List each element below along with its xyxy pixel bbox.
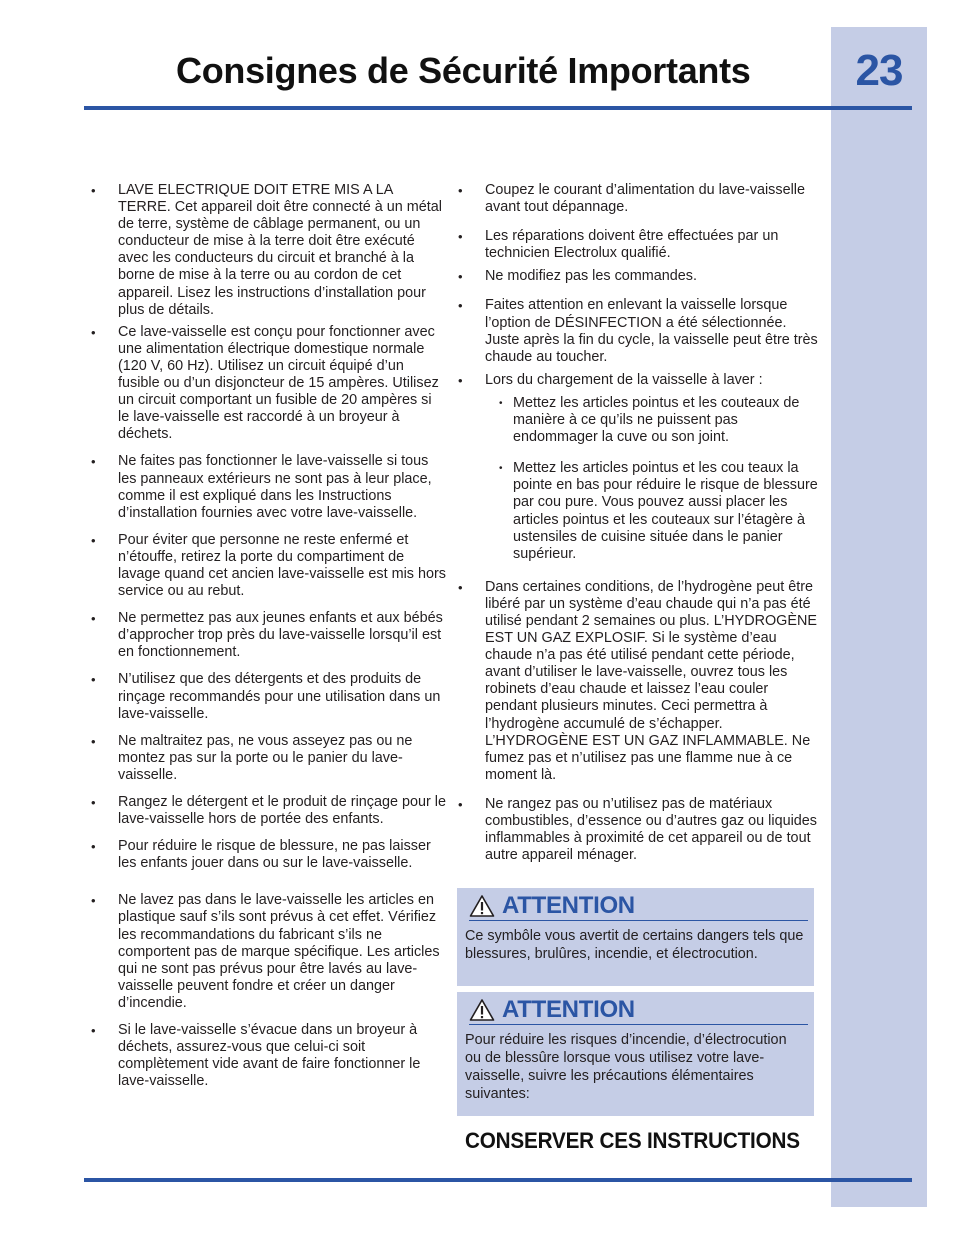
list-item [455,182,821,216]
warning-triangle-icon [469,998,495,1022]
list-item [455,297,821,365]
conserve-instructions-heading: CONSERVER CES INSTRUCTIONS [465,1128,800,1153]
right-column [455,182,821,864]
list-item [88,453,446,521]
list-item [88,324,446,444]
bullet: • [91,733,96,749]
page-title: Consignes de Sécurité Importants [176,50,751,91]
list-item-text: Ne lavez pas dans le lave-vaisselle les articles en plastique sauf s’ils sont prévus à cet effet. Vérifiez les recommandations du fabricant s’ils ne comportent pas de marque spécifique. Les articles qui ne sont pas prévus pour être lavés au lave-vaisselle peuvent fondre et créer un danger d’incendie. [118,892,440,1011]
safety-list-left [88,182,446,1090]
attention-heading [469,888,808,921]
attention-box [457,888,814,986]
warning-triangle-icon [469,894,495,918]
header-rule [84,106,912,110]
list-item-text: Les réparations doivent être effectuées par un technicien Electrolux qualifié. [485,228,779,262]
sub-list-item [499,395,821,446]
page-side-tab [831,27,927,1207]
attention-heading [469,992,808,1025]
bullet: • [499,463,503,475]
bullet: • [91,1023,96,1039]
list-item-text: Si le lave-vaisselle s’évacue dans un broyeur à déchets, assurez-vous que celui-ci soit complètement vide avant de faire fonctionner le lave-vaisselle. [118,1022,421,1090]
list-item-text: Ce lave-vaisselle est conçu pour fonctionner avec une alimentation électrique domestique normale (120 V, 60 Hz). Utilisez un circuit équipé d’un fusible ou d’un disjoncteur de 15 ampères. Utilisez un circuit comportant un fusible de 20 ampères si le lave-vaisselle est raccordé à un broyeur à déchets. [118,323,439,443]
list-item [455,268,821,285]
list-item-text: N’utilisez que des détergents et des produits de rinçage recommandés pour une utilisation dans un lave-vaisselle. [118,671,441,722]
list-item [88,1022,446,1090]
attention-box [457,992,814,1116]
list-item [88,892,446,1012]
list-item-text: Ne modifiez pas les commandes. [485,268,697,285]
bullet: • [91,611,96,627]
bullet: • [458,796,463,812]
bullet: • [91,839,96,855]
bullet: • [91,672,96,688]
list-item [455,796,821,864]
list-item [88,532,446,600]
list-item-text: Coupez le courant d’alimentation du lave-vaisselle avant tout dépannage. [485,182,805,216]
attention-label: ATTENTION [502,892,635,919]
list-item [455,228,821,262]
list-item [88,610,446,661]
list-item [88,733,446,784]
list-item-text: Pour réduire le risque de blessure, ne pas laisser les enfants jouer dans ou sur le lave-vaisselle. [118,838,431,872]
list-item-text: Ne faites pas fonctionner le lave-vaisselle si tous les panneaux extérieurs ne sont pas à leur place, comme il est expliqué dans les Instructions d’installation fournies avec votre lave-vaisselle. [118,453,432,521]
list-item [455,579,821,784]
list-item [455,372,821,563]
bullet: • [458,298,463,314]
bullet: • [458,229,463,245]
bullet: • [458,372,463,388]
attention-text: Pour réduire les risques d’incendie, d’électrocution ou de blessûre lorsque vous utilisez votre lave-vaisselle, suivre les précautions élémentaires suivantes: [465,1032,787,1102]
list-item-text: Ne rangez pas ou n’utilisez pas de matériaux combustibles, d’essence ou d’autres gaz ou liquides inflammables à proximité de cet appareil ou de tout autre appareil ménager. [485,795,817,864]
list-item-text: Ne maltraitez pas, ne vous asseyez pas ou ne montez pas sur la porte ou le panier du lave-vaisselle. [118,732,413,783]
sub-list-item-text: Mettez les articles pointus et les couteaux de manière à ce qu’ils ne puissent pas endommager la cuve ou son joint. [513,394,800,446]
sub-list-item [499,460,821,563]
bullet: • [91,893,96,909]
list-item [88,794,446,828]
left-column [88,182,446,1090]
bullet: • [499,397,503,409]
list-item-text: Pour éviter que personne ne reste enfermé et n’étouffe, retirez la porte du compartiment de lavage quand cet ancien lave-vaisselle est mis hors service ou au rebut. [118,531,446,600]
bullet: • [458,269,463,285]
list-item-text: Rangez le détergent et le produit de rinçage pour le lave-vaisselle hors de portée des enfants. [118,794,447,828]
bullet: • [91,183,96,198]
list-item [88,182,446,319]
sub-list-item-text: Mettez les articles pointus et les cou teaux la pointe en bas pour réduire le risque de blessure par cou pure. Vous pouvez aussi placer les articles pointus et les couteaux sur l’étagère à ustensiles de cuisine située dans le panier supérieur. [513,460,818,562]
bullet: • [458,579,463,595]
bullet: • [91,324,96,340]
list-item-text: Ne permettez pas aux jeunes enfants et aux bébés d’approcher trop près du lave-vaisselle lorsqu’il est en fonctionnement. [118,610,443,661]
safety-list-right [455,182,821,864]
loading-sub-list [485,395,821,563]
list-item-text: Lors du chargement de la vaisselle à laver : [485,371,763,388]
bullet: • [458,183,463,198]
list-item-text: LAVE ELECTRIQUE DOIT ETRE MIS A LA TERRE. Cet appareil doit être connecté à un métal de terre, système de câblage permanent, ou un conducteur de mise à la terre doit être exécuté avec les conducteurs du circuit et branché à la borne de mise à la terre ou au cordon de cet appareil. Lisez les instructions d’installation pour plus de détails. [118,182,442,318]
bullet: • [91,532,96,548]
bullet: • [91,454,96,470]
page-number: 23 [855,46,903,95]
list-item-text: Faites attention en enlevant la vaisselle lorsque l’option de DÉSINFECTION a été sélectionnée. Juste après la fin du cycle, la vaisselle peut être très chaude au toucher. [485,297,818,365]
footer-rule [84,1178,912,1182]
bullet: • [91,795,96,810]
list-item-text: Dans certaines conditions, de l’hydrogène peut être libéré par un système d’eau chaude qui n’a pas été utilisé pendant 2 semaines ou plus. L’HYDROGÈNE EST UN GAZ EXPLOSIF. Si le système d’eau chaude n’a pas été utilisé pendant cette période, avant d’utiliser le lave-vaisselle, ouvrez tous les robinets d’eau chaude et laissez l’eau couler pendant plusieurs minutes. Ceci permettra à l’hydrogène accumulé de s’échapper. L’HYDROGÈNE EST UN GAZ INFLAMMABLE. Ne fumez pas et n’utilisez pas une flamme nue à ce moment là. [485,578,817,783]
list-item [88,671,446,722]
list-item [88,838,446,872]
attention-text: Ce symbôle vous avertit de certains dangers tels que blessures, brulûres, incendie, et électrocution. [465,928,804,962]
attention-label: ATTENTION [502,996,635,1023]
